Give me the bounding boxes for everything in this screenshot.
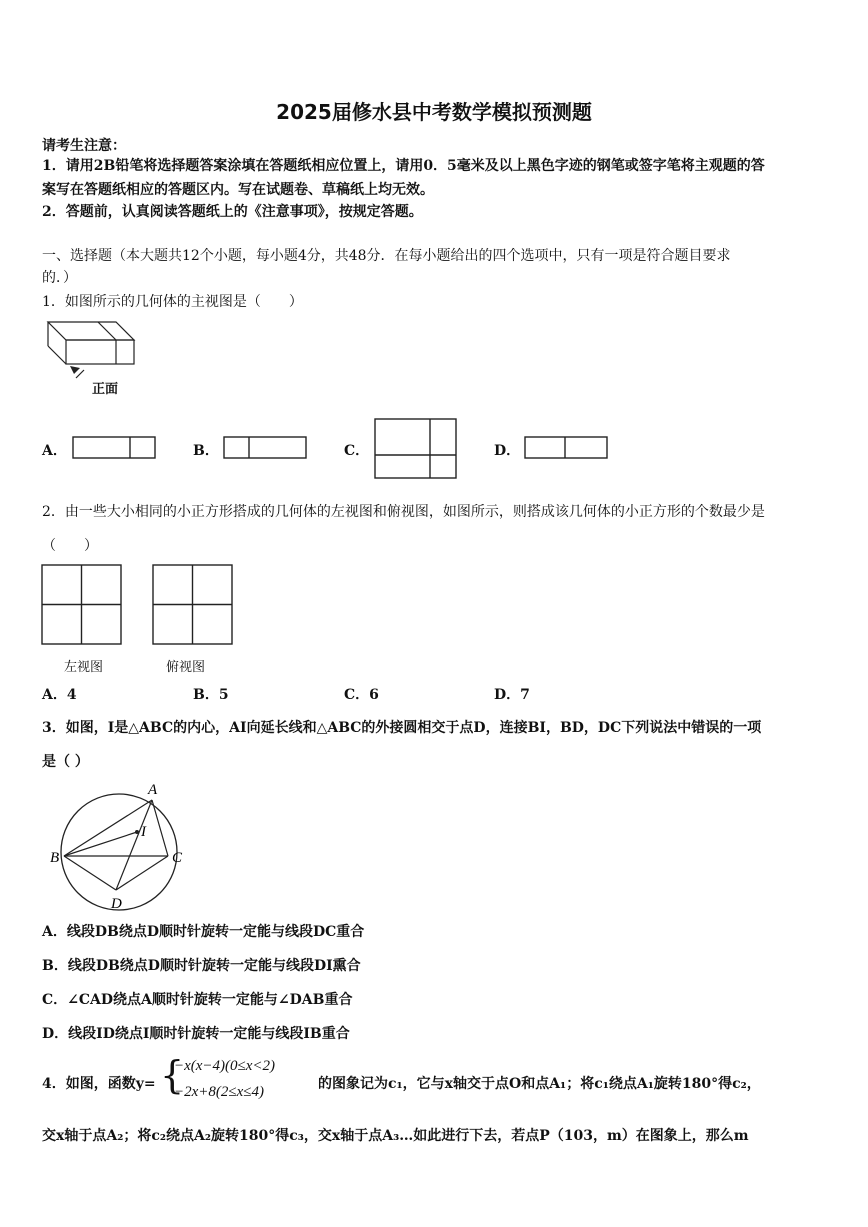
q4-prefix: 4．如图，函数y= [42, 1076, 156, 1092]
q4-suffix: 的图象记为c₁，它与x轴交于点O和点A₁；将c₁绕点A₁旋转180°得c₂， [318, 1076, 761, 1092]
section-heading: 一、选择题（本大题共12个小题，每小题4分，共48分．在每小题给出的四个选项中，只有一项是符合题目要求 [42, 248, 731, 264]
q2-option-c[interactable]: C．6 [344, 687, 379, 703]
q4-case-1: −x(x−4)(0≤x<2) [174, 1058, 276, 1074]
q1-option-c[interactable]: C． [344, 443, 370, 459]
q3-option-c[interactable]: C．∠CAD绕点A顺时针旋转一定能与∠DAB重合 [42, 992, 353, 1008]
q3-stem-cont: 是（ ） [42, 754, 89, 770]
point-i-label: I [141, 824, 146, 840]
notice-item: 案写在答题纸相应的答题区内。写在试题卷、草稿纸上均无效。 [42, 182, 434, 198]
q2-left-view [41, 564, 123, 646]
q4-brace: { [160, 1053, 185, 1097]
q4-case-2: −2x+8(2≤x≤4) [174, 1084, 265, 1100]
notice-item: 2．答题前，认真阅读答题纸上的《注意事项》，按规定答题。 [42, 204, 423, 220]
q1-option-c-figure [374, 418, 458, 480]
q3-option-a[interactable]: A．线段DB绕点D顺时针旋转一定能与线段DC重合 [42, 924, 365, 940]
q2-option-a[interactable]: A．4 [42, 687, 77, 703]
point-c-label: C [172, 850, 183, 866]
notice-heading: 请考生注意： [42, 138, 126, 154]
q2-stem-cont: （ ） [42, 538, 98, 554]
q2-option-b[interactable]: B．5 [193, 687, 229, 703]
q1-option-d-figure [524, 436, 610, 460]
point-a-label: A [148, 782, 158, 798]
q3-stem: 3．如图，I是△ABC的内心，AI向延长线和△ABC的外接圆相交于点D，连接BI，BD，DC下列说法中错误的一项 [42, 720, 762, 736]
point-d-label: D [111, 896, 122, 912]
q3-option-d[interactable]: D．线段ID绕点I顺时针旋转一定能与线段IB重合 [42, 1026, 350, 1042]
point-b-label: B [50, 850, 60, 866]
front-label: 正面 [92, 382, 119, 397]
q1-option-b[interactable]: B． [193, 443, 219, 459]
q1-option-d[interactable]: D． [494, 443, 521, 459]
q3-option-b[interactable]: B．线段DB绕点D顺时针旋转一定能与线段DI熏合 [42, 958, 361, 974]
q1-option-b-figure [223, 436, 309, 460]
top-view-label: 俯视图 [166, 660, 206, 675]
page-title: 2025届修水县中考数学模拟预测题 [276, 100, 592, 124]
q1-stem: 1．如图所示的几何体的主视图是（ ） [42, 294, 303, 310]
q3-circle-figure [48, 776, 194, 916]
q4-stem-cont: 交x轴于点A₂；将c₂绕点A₂旋转180°得c₃，交x轴于点A₃…如此进行下去，若点P（103，m）在图象上，那么m [42, 1128, 749, 1144]
q2-option-d[interactable]: D．7 [494, 687, 530, 703]
q2-stem: 2．由一些大小相同的小正方形搭成的几何体的左视图和俯视图，如图所示，则搭成该几何体的小正方形的个数最少是 [42, 504, 765, 520]
left-view-label: 左视图 [64, 660, 104, 675]
notice-item: 1．请用2B铅笔将选择题答案涂填在答题纸相应位置上，请用0．5毫米及以上黑色字迹的钢笔或签字笔将主观题的答 [42, 158, 765, 174]
section-heading-cont: 的．） [42, 270, 77, 286]
q1-option-a-figure [72, 436, 158, 460]
q1-option-a[interactable]: A． [42, 443, 67, 459]
q2-top-view [152, 564, 234, 646]
